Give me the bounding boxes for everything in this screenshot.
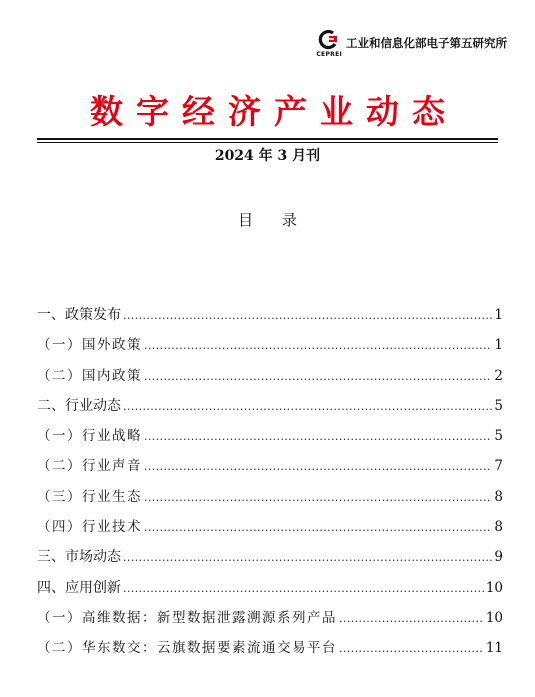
toc-entry[interactable] [37,332,503,362]
toc-leader-dots [144,333,492,359]
toc-entry-label: 二、行业动态 [37,397,121,414]
title-divider-thick [37,138,498,140]
logo-text: CEPREI [316,51,342,58]
toc-leader-dots [144,424,492,450]
toc-entry[interactable] [37,635,503,665]
toc-leader-dots [123,576,484,602]
toc-entry-page: 10 [485,609,503,626]
toc-entry[interactable] [37,605,503,635]
toc-entry[interactable] [37,544,503,574]
toc-entry-label: （二）国内政策 [37,367,142,384]
toc-leader-dots [144,485,492,511]
page-header [316,30,507,58]
toc-entry[interactable] [37,363,503,393]
toc-entry-label: （一）国外政策 [37,337,142,354]
toc-leader-dots [123,303,492,329]
toc-entry[interactable] [37,423,503,453]
toc-leader-dots [144,364,492,390]
toc-entry-page: 8 [494,519,503,536]
toc-entry-label: （一）行业战略 [37,428,142,445]
toc-leader-dots [144,454,492,480]
document-title: 数字经济产业动态 [90,92,458,131]
toc-entry[interactable] [37,302,503,332]
toc-entry-page: 10 [485,579,503,596]
toc-entry[interactable] [37,575,503,605]
issue-date: 2024 年 3 月刊 [214,148,321,164]
toc-leader-dots [123,394,492,420]
toc-entry-label: （二）华东数交：云旗数据要素流通交易平台 [37,640,337,657]
toc-entry-label: （一）高维数据：新型数据泄露溯源系列产品 [37,609,337,626]
toc-entry[interactable] [37,453,503,483]
toc-heading: 目 录 [238,211,309,229]
toc-entry-label: （二）行业声音 [37,458,142,475]
toc-entry-page: 11 [485,640,503,657]
toc-leader-dots [123,545,492,571]
toc-entry-page: 8 [494,488,503,505]
toc-leader-dots [339,606,484,632]
toc-entry-label: 一、政策发布 [37,307,121,323]
toc-entry-page: 5 [494,428,503,445]
ceprei-logo-icon [318,30,340,50]
toc-entry-page: 7 [494,458,503,475]
toc-entry-page: 1 [494,337,503,354]
toc-entry[interactable] [37,484,503,514]
title-divider-thin [37,142,498,143]
toc-entry[interactable] [37,393,503,423]
toc-entry-label: （四）行业技术 [37,519,142,536]
toc-entry-label: 四、应用创新 [37,579,121,596]
toc-entry[interactable] [37,514,503,544]
toc-leader-dots [144,515,492,541]
organization-name: 工业和信息化部电子第五研究所 [346,36,507,50]
toc-entry-label: 三、市场动态 [37,549,121,566]
table-of-contents [37,302,503,666]
toc-entry-page: 1 [494,307,503,323]
toc-entry-page: 2 [494,367,503,384]
toc-entry-page: 5 [494,397,503,414]
toc-entry-label: （三）行业生态 [37,488,142,505]
ceprei-logo [316,30,342,58]
toc-entry-page: 9 [494,549,503,566]
toc-leader-dots [339,636,484,662]
